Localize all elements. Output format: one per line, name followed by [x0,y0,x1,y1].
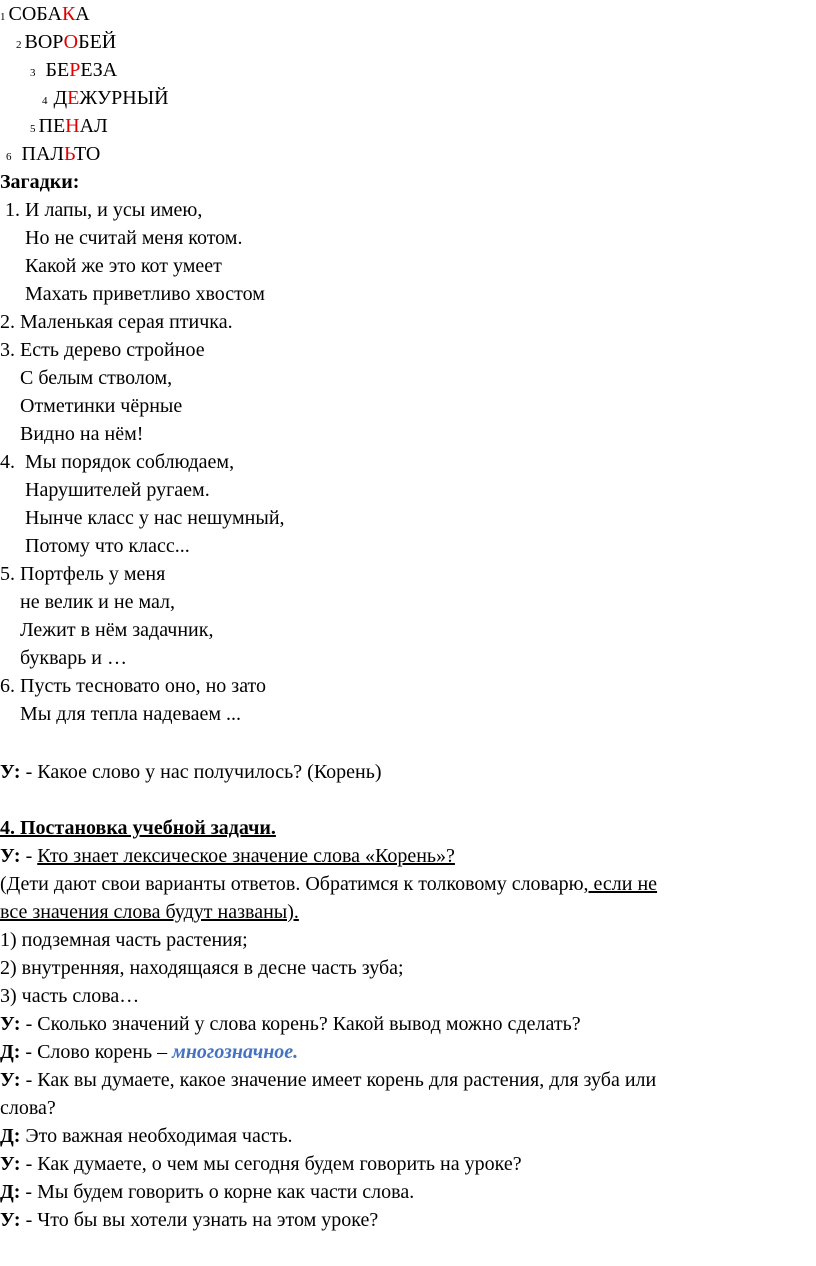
word-item-4: 4 ДЕЖУРНЫЙ [42,87,169,109]
riddle-line: 2. Маленькая серая птичка. [0,311,233,333]
meaning-2: 2) внутренняя, находящаяся в десне часть зуба; [0,957,404,979]
paren-note-line-2: все значения слова будут названы). [0,901,299,923]
riddle-line: Отметинки чёрные [0,395,183,417]
meaning-1: 1) подземная часть растения; [0,929,248,951]
section-title: 4. Постановка учебной задачи. [0,817,276,839]
riddle-line: Махать приветливо хвостом [0,283,265,305]
riddle-line: Мы для тепла надеваем ... [0,703,241,725]
word-item-2: 2 ВОРОБЕЙ [16,31,117,53]
riddle-line: Потому что класс... [0,535,190,557]
riddle-line: 3. Есть дерево стройное [0,339,205,361]
question-word: У: - Какое слово у нас получилось? (Корень) [0,761,382,783]
answer-topic: Д: - Мы будем говорить о корне как части слова. [0,1181,415,1203]
question-meanings: У: - Сколько значений у слова корень? Какой вывод можно сделать? [0,1013,581,1035]
word-item-6: 6 ПАЛЬТО [6,143,101,165]
riddle-line: Нарушителей ругаем. [0,479,210,501]
answer-importance: Д: Это важная необходимая часть. [0,1125,293,1147]
word-item-3: 3 БЕРЕЗА [30,59,118,81]
riddle-line: С белым стволом, [0,367,173,389]
riddle-line: 4. Мы порядок соблюдаем, [0,451,235,473]
paren-note-line-1: (Дети дают свои варианты ответов. Обратимся к толковому словарю, если не [0,873,658,895]
question-importance-cont: слова? [0,1097,56,1119]
riddle-line: Лежит в нём задачник, [0,619,214,641]
word-item-5: 5 ПЕНАЛ [30,115,108,137]
question-lexical: У: - Кто знает лексическое значение слова «Корень»? [0,845,455,867]
question-topic: У: - Как думаете, о чем мы сегодня будем говорить на уроке? [0,1153,522,1175]
riddles-title: Загадки: [0,171,80,193]
riddle-line: Нынче класс у нас нешумный, [0,507,285,529]
question-goal: У: - Что бы вы хотели узнать на этом уроке? [0,1209,379,1231]
riddle-line: Какой же это кот умеет [0,255,222,277]
riddle-line: 1. И лапы, и усы имею, [0,199,203,221]
riddle-line: 5. Портфель у меня [0,563,166,585]
riddle-line: Видно на нём! [0,423,144,445]
riddle-line: букварь и … [0,647,128,669]
answer-meanings: Д: - Слово корень – многозначное. [0,1041,299,1063]
riddle-line: Но не считай меня котом. [0,227,243,249]
riddle-line: не велик и не мал, [0,591,176,613]
riddle-line: 6. Пусть тесновато оно, но зато [0,675,267,697]
meaning-3: 3) часть слова… [0,985,140,1007]
word-item-1: 1 СОБАКА [0,3,90,25]
question-importance: У: - Как вы думаете, какое значение имеет корень для растения, для зуба или [0,1069,657,1091]
